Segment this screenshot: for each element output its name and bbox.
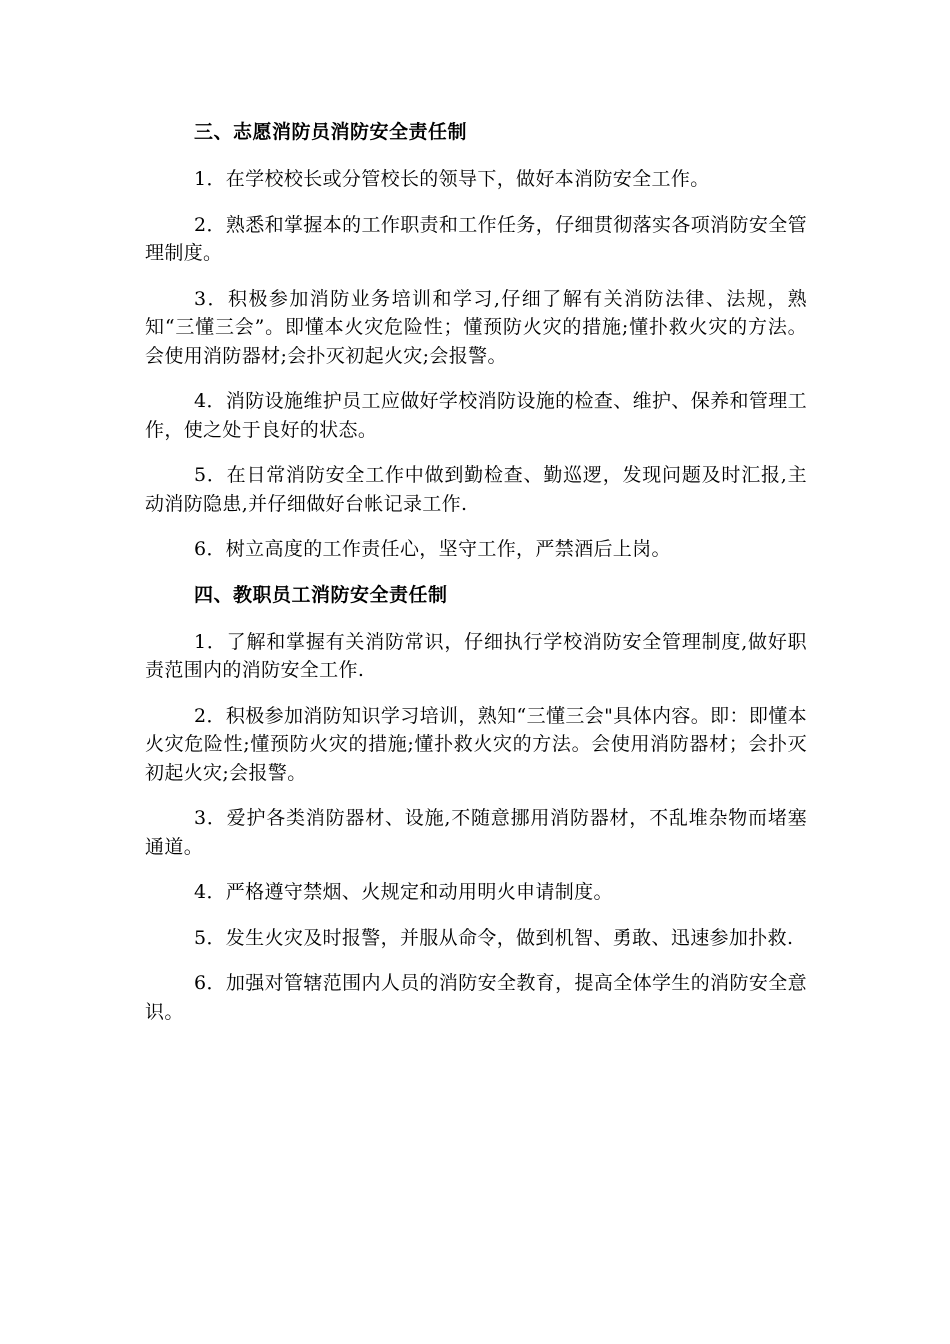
list-item: 2．积极参加消防知识学习培训，熟知“三懂三会"具体内容。即：即懂本火灾危险性;懂预防火灾的措施;懂扑救火灾的方法。会使用消防器材；会扑灭初起火灾;会报警。 <box>145 704 807 784</box>
list-item: 4．严格遵守禁烟、火规定和动用明火申请制度。 <box>194 881 613 903</box>
section-heading: 四、教职员工消防安全责任制 <box>194 583 448 606</box>
list-item: 2．熟悉和掌握本的工作职责和工作任务，仔细贯彻落实各项消防安全管理制度。 <box>145 213 807 264</box>
list-item: 3．积极参加消防业务培训和学习,仔细了解有关消防法律、法规，熟知“三懂三会”。即懂本火灾危险性；懂预防火灾的措施;懂扑救火灾的方法。会使用消防器材;会扑灭初起火灾;会报警。 <box>145 287 807 367</box>
list-item: 6．加强对管辖范围内人员的消防安全教育，提高全体学生的消防安全意识。 <box>145 972 807 1023</box>
list-item: 1．了解和掌握有关消防常识，仔细执行学校消防安全管理制度,做好职责范围内的消防安全工作. <box>145 630 807 681</box>
list-item: 1．在学校校长或分管校长的领导下，做好本消防安全工作。 <box>194 168 710 190</box>
list-item: 4．消防设施维护员工应做好学校消防设施的检查、维护、保养和管理工作，使之处于良好的状态。 <box>145 390 807 441</box>
list-item: 5．在日常消防安全工作中做到勤检查、勤巡逻，发现问题及时汇报,主动消防隐患,并仔细做好台帐记录工作. <box>145 464 807 515</box>
list-item: 6．树立高度的工作责任心，坚守工作，严禁酒后上岗。 <box>194 538 671 560</box>
list-item: 3．爱护各类消防器材、设施,不随意挪用消防器材，不乱堆杂物而堵塞通道。 <box>145 807 807 858</box>
section-staff <box>145 581 807 1027</box>
section-volunteer-firefighter <box>145 118 807 564</box>
list-item: 5．发生火灾及时报警，并服从命令，做到机智、勇敢、迅速参加扑救. <box>194 926 794 949</box>
document-body <box>145 118 807 1043</box>
section-heading: 三、志愿消防员消防安全责任制 <box>194 121 468 143</box>
